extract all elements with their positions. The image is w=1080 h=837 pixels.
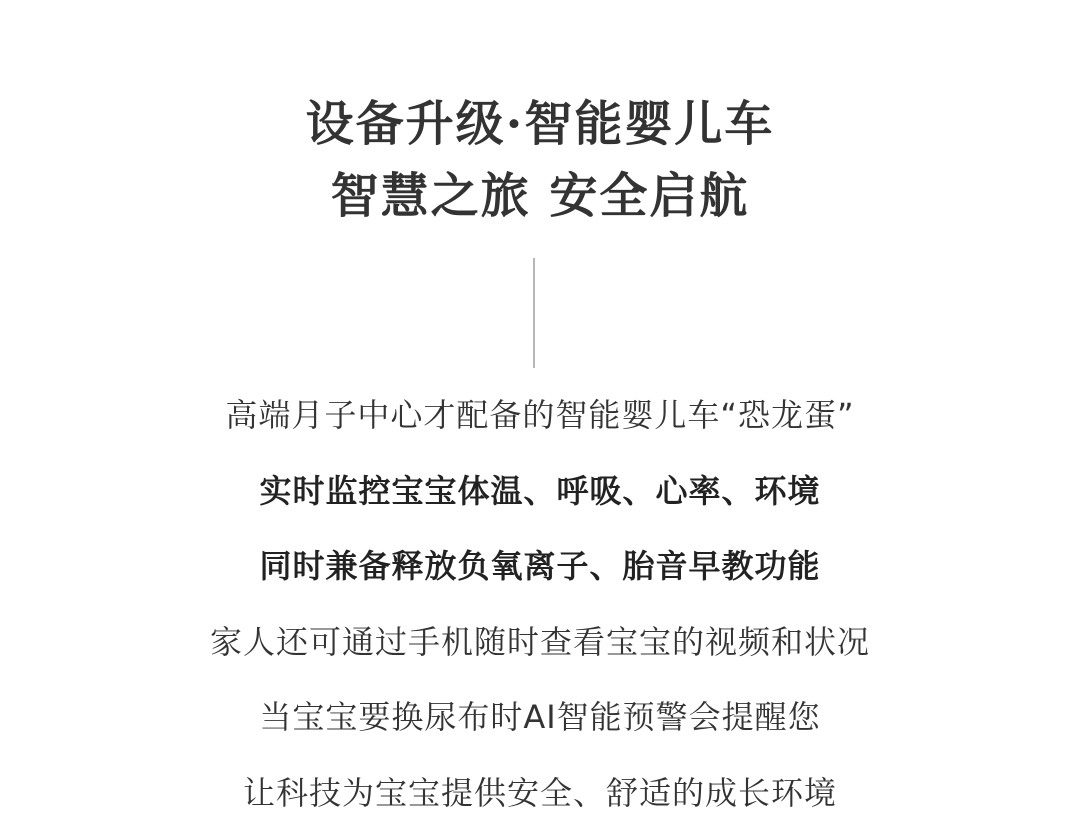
description-block [0, 378, 1080, 831]
title-block [0, 88, 1080, 232]
description-line-6: 让科技为宝宝提供安全、舒适的成长环境 [242, 773, 837, 812]
vertical-divider [533, 258, 535, 368]
page-title: 设备升级·智能婴儿车 [305, 96, 775, 152]
description-line-3: 同时兼备释放负氧离子、胎音早教功能 [259, 547, 821, 585]
description-line-2: 实时监控宝宝体温、呼吸、心率、环境 [259, 471, 821, 510]
page-subtitle: 智慧之旅 安全启航 [330, 168, 750, 224]
description-line-4: 家人还可通过手机随时查看宝宝的视频和状况 [209, 622, 870, 661]
description-line-1: 高端月子中心才配备的智能婴儿车“恐龙蛋” [225, 396, 855, 434]
description-line-5: 当宝宝要换尿布时AI智能预警会提醒您 [259, 698, 821, 736]
